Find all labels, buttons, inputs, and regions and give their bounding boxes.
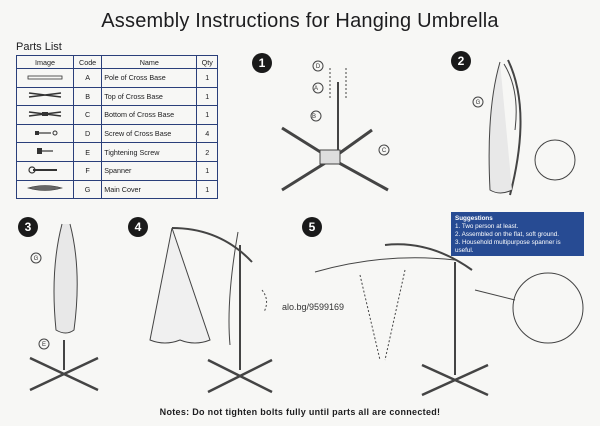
part-qty: 1 — [197, 106, 218, 125]
callout-d: D — [315, 64, 321, 70]
step-2-diagram — [473, 60, 575, 195]
suggestion-item: 2. Assembled on the flat, soft ground. — [455, 231, 559, 238]
suggestions-box — [451, 212, 584, 256]
step-1-badge: 1 — [252, 53, 272, 73]
step-3-badge: 3 — [18, 217, 38, 237]
step-2-badge: 2 — [451, 51, 471, 71]
watermark: alo.bg/9599169 — [282, 302, 345, 312]
part-name: Top of Cross Base — [102, 87, 197, 106]
part-name: Tightening Screw — [102, 143, 197, 162]
step-5-diagram — [315, 244, 583, 395]
page-title: Assembly Instructions for Hanging Umbrella — [101, 10, 499, 32]
callout-a: A — [313, 86, 319, 92]
part-qty: 4 — [197, 124, 218, 143]
suggestion-item: 3. Household multipurpose spanner is useful. — [455, 239, 561, 254]
part-name: Spanner — [102, 161, 197, 180]
part-qty: 1 — [197, 180, 218, 199]
column-header-qty: Qty — [197, 56, 218, 69]
callout-g-step-2: G — [475, 100, 481, 106]
part-code: D — [74, 124, 102, 143]
part-name: Bottom of Cross Base — [102, 106, 197, 125]
callout-c: C — [381, 148, 387, 154]
part-code: A — [74, 69, 102, 88]
column-header-code: Code — [74, 56, 102, 69]
step-5-badge: 5 — [302, 217, 322, 237]
step-4-badge: 4 — [128, 217, 148, 237]
part-qty: 2 — [197, 143, 218, 162]
column-header-name: Name — [102, 56, 197, 69]
part-code: C — [74, 106, 102, 125]
parts-list-heading: Parts List — [16, 41, 62, 53]
callout-e: E — [41, 342, 47, 348]
part-name: Pole of Cross Base — [102, 69, 197, 88]
callout-g-step-3: G — [33, 256, 39, 262]
part-code: F — [74, 161, 102, 180]
step-3-diagram — [30, 224, 98, 390]
part-code: E — [74, 143, 102, 162]
step-4-diagram — [150, 228, 272, 392]
step-1-diagram — [282, 61, 389, 190]
suggestion-item: 1. Two person at least. — [455, 223, 519, 230]
part-qty: 1 — [197, 87, 218, 106]
column-header-image: Image — [17, 56, 74, 69]
part-qty: 1 — [197, 69, 218, 88]
part-name: Screw of Cross Base — [102, 124, 197, 143]
part-qty: 1 — [197, 161, 218, 180]
suggestions-heading: Suggestions — [455, 215, 493, 222]
part-code: B — [74, 87, 102, 106]
part-code: G — [74, 180, 102, 199]
notes-footer: Notes: Do not tighten bolts fully until parts all are connected! — [159, 407, 441, 417]
callout-b: B — [311, 114, 317, 120]
part-name: Main Cover — [102, 180, 197, 199]
